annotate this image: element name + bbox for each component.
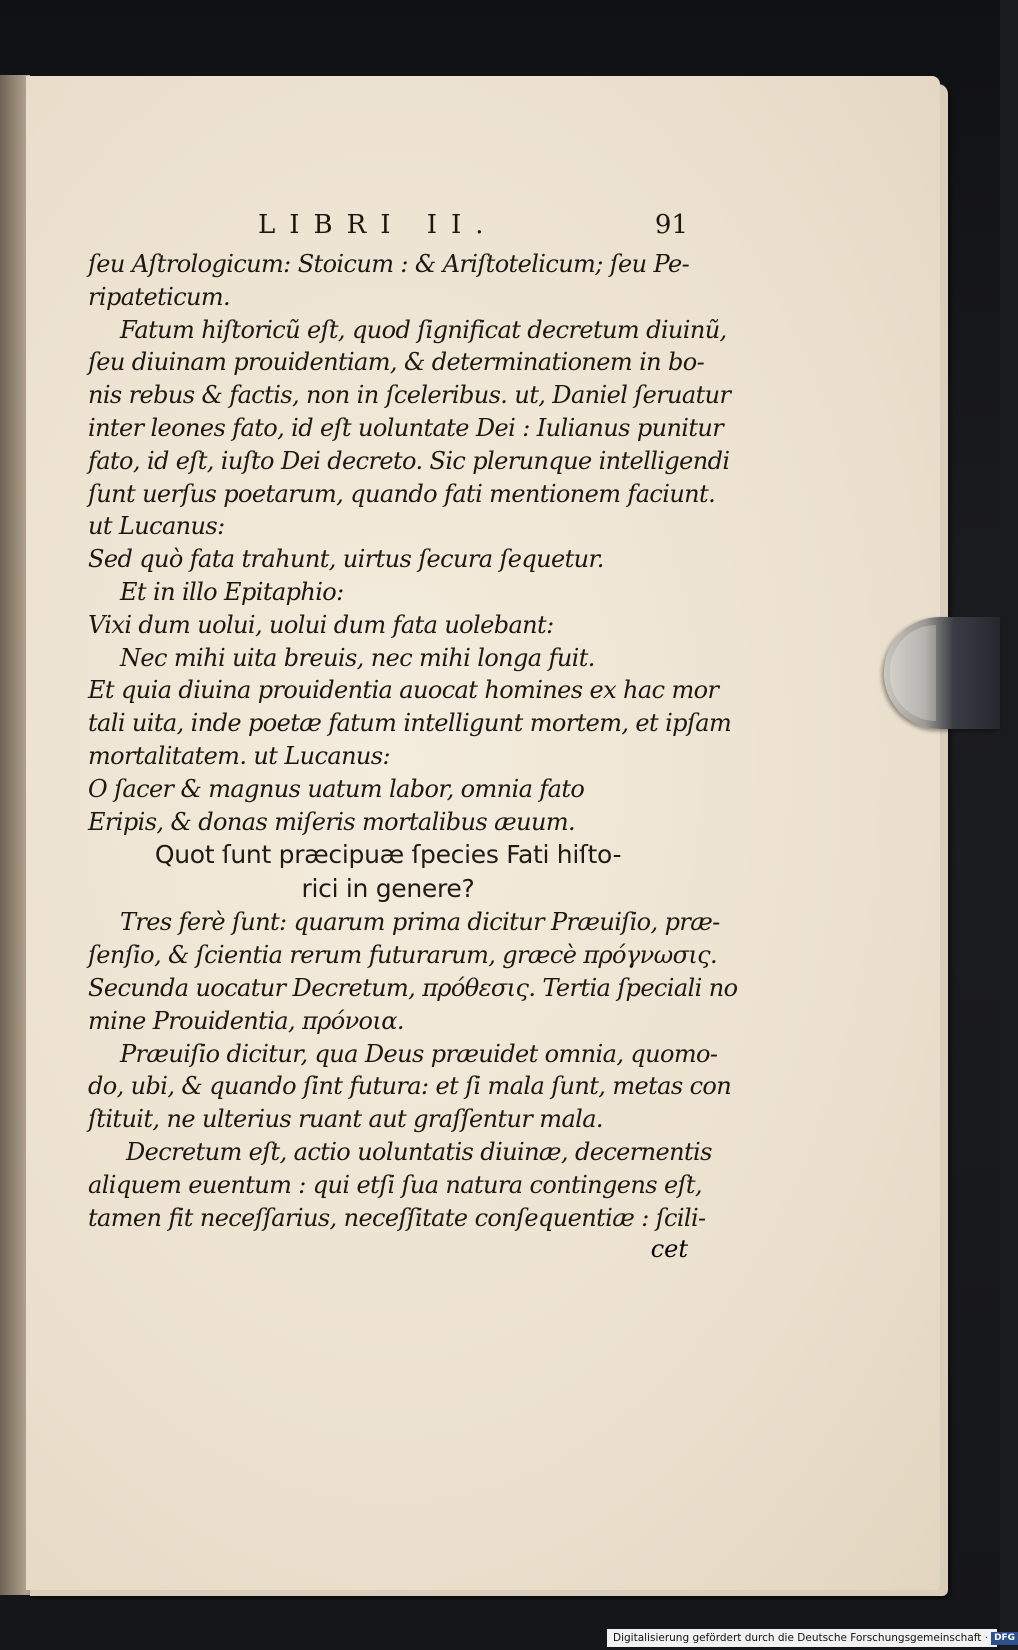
text-line: inter leones fato, id eſt uoluntate Dei : Iulianus punitur [88,413,724,442]
text-line: fato, id eſt, iuſto Dei decreto. Sic plerunque intelligendi [88,446,730,475]
section-heading: rici in genere? [301,874,475,904]
text-line: ripateticum. [88,282,231,311]
page-clip [884,617,1000,729]
verse-line: Vixi dum uolui, uolui dum fata uolebant: [88,610,554,639]
text-line: mortalitatem. ut Lucanus: [88,741,390,770]
running-head: LIBRI II. [258,210,498,240]
dfg-logo: DFG [991,1632,1018,1645]
text-line: mine Prouidentia, πρόνοια. [88,1006,404,1035]
text-line: tali uita, inde poetæ fatum intelligunt mortem, et ipſam [88,709,732,738]
text-line: Et quia diuina prouidentia auocat homines ex hac mor [88,676,719,705]
text-line: Fatum hiſtoricũ eſt, quod ſignificat decretum diuinũ, [120,315,727,344]
text-line: nis rebus & factis, non in ſceleribus. ut, Daniel ſeruatur [88,381,731,410]
text-line: ſtituit, ne ulterius ruant aut graſſentur mala. [88,1105,603,1134]
text-line: Et in illo Epitaphio: [120,577,344,606]
text-line: ſeu diuinam prouidentiam, & determinationem in bo- [88,348,705,377]
text-line: Tres ferè ſunt: quarum prima dicitur Præuiſio, præ- [120,908,720,937]
text-line: ſenſio, & ſcientia rerum futurarum, græcè πρόγνωσις. [88,941,718,970]
catchword: cet [650,1235,688,1264]
verse-line: Eripis, & donas miſeris mortalibus æuum. [88,807,576,836]
section-heading: Quot ſunt præcipuæ ſpecies Fati hiſto- [154,840,622,870]
text-line: do, ubi, & quando ſint futura: et ſi mala ſunt, metas con [88,1072,732,1101]
verse-line: Nec mihi uita breuis, nec mihi longa fuit. [120,643,595,672]
text-line: ut Lucanus: [88,512,225,541]
text-line: Præuiſio dicitur, qua Deus præuidet omnia, quomo- [120,1039,718,1068]
page-text [88,248,738,1264]
text-line: aliquem euentum : qui etſi ſua natura contingens eſt, [88,1170,702,1199]
footer-text: Digitalisierung gefördert durch die Deutsche Forschungsgemeinschaft · [613,1632,989,1644]
text-line: ſunt uerſus poetarum, quando fati mentionem faciunt. [88,479,716,508]
text-line: tamen fit neceſſarius, neceſſitate conſequentiæ : ſcili- [88,1203,706,1232]
verse-line: O ſacer & magnus uatum labor, omnia fato [88,774,585,803]
text-line: Decretum eſt, actio uoluntatis diuinæ, decernentis [126,1137,712,1166]
text-line: ſeu Aſtrologicum: Stoicum : & Ariſtotelicum; ſeu Pe- [88,250,690,278]
page-number: 91 [654,210,688,240]
digitization-footer [607,1629,1016,1647]
page-header [258,210,688,244]
text-line: Secunda uocatur Decretum, πρόθεσις. Tertia ſpeciali no [88,973,738,1002]
verse-line: Sed quò fata trahunt, uirtus ſecura ſequetur. [88,545,604,574]
